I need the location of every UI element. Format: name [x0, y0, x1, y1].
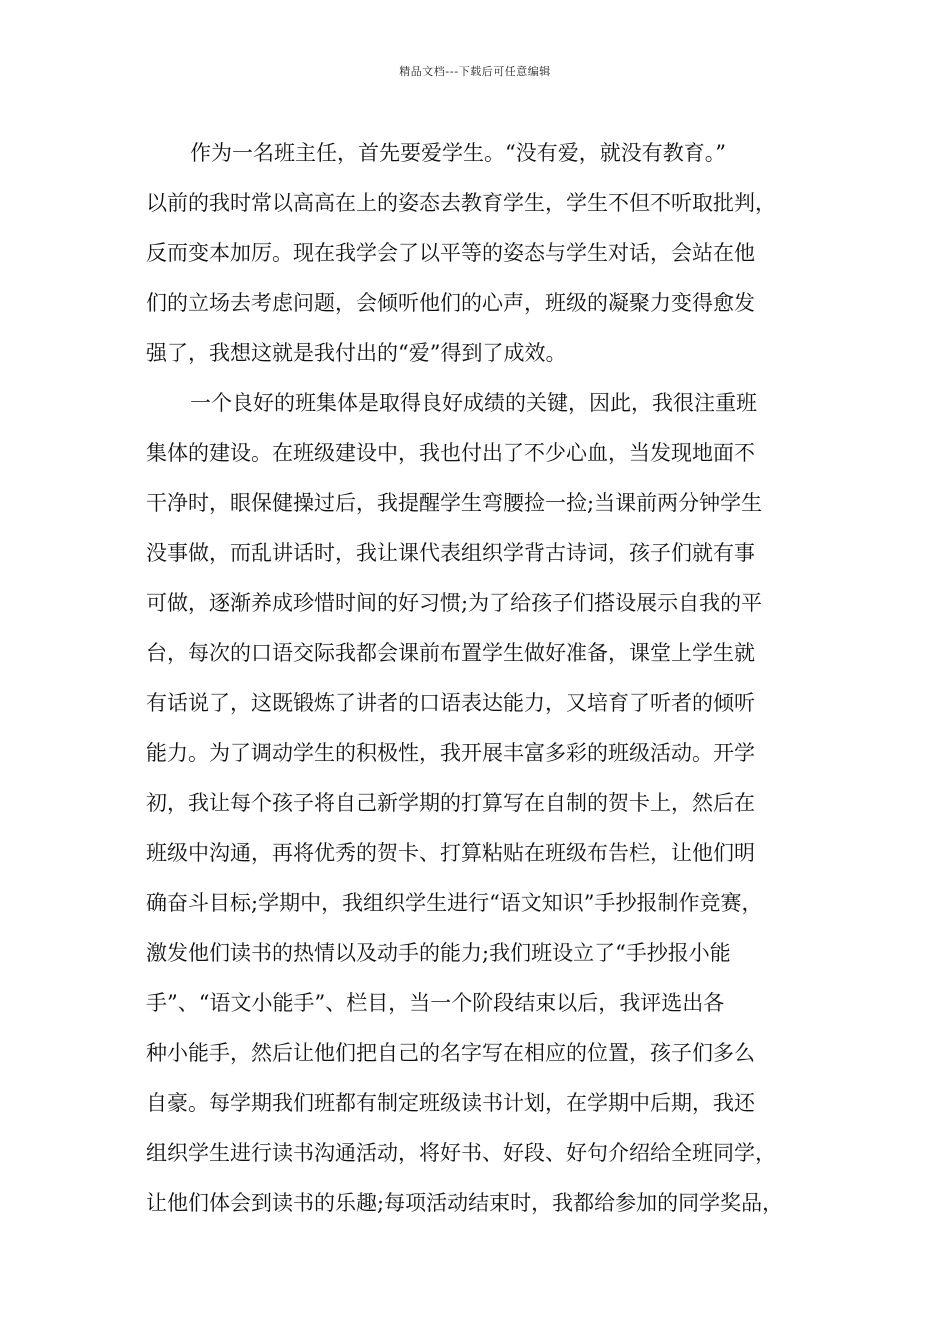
paragraph-line: 反而变本加厉。现在我学会了以平等的姿态与学生对话，会站在他	[146, 241, 755, 265]
paragraph-1	[146, 128, 812, 378]
paragraph-line: 一个良好的班集体是取得良好成绩的关键，因此，我很注重班	[190, 391, 757, 415]
paragraph-line: 以前的我时常以高高在上的姿态去教育学生，学生不但不听取批判，	[146, 191, 776, 215]
paragraph-line: 激发他们读书的热情以及动手的能力;我们班设立了“手抄报小能	[146, 941, 731, 965]
paragraph-line: 能力。为了调动学生的积极性，我开展丰富多彩的班级活动。开学	[146, 741, 755, 765]
paragraph-line: 干净时，眼保健操过后，我提醒学生弯腰捡一捡;当课前两分钟学生	[146, 491, 763, 515]
document-body	[146, 128, 812, 1228]
paragraph-line: 可做，逐渐养成珍惜时间的好习惯;为了给孩子们搭设展示自我的平	[146, 591, 763, 615]
paragraph-line: 手”、“语文小能手”、栏目，当一个阶段结束以后，我评选出各	[146, 991, 725, 1015]
paragraph-2	[146, 378, 812, 1228]
paragraph-line: 们的立场去考虑问题，会倾听他们的心声，班级的凝聚力变得愈发	[146, 291, 755, 315]
paragraph-line: 强了，我想这就是我付出的“爱”得到了成效。	[146, 341, 567, 365]
paragraph-line: 没事做，而乱讲话时，我让课代表组织学背古诗词，孩子们就有事	[146, 541, 755, 565]
page-header: 精品文档---下载后可任意编辑	[399, 65, 551, 78]
paragraph-line: 台，每次的口语交际我都会课前布置学生做好准备，课堂上学生就	[146, 641, 755, 665]
paragraph-line: 作为一名班主任，首先要爱学生。“没有爱，就没有教育。”	[190, 141, 726, 165]
paragraph-line: 让他们体会到读书的乐趣;每项活动结束时，我都给参加的同学奖品，	[146, 1191, 784, 1215]
paragraph-line: 班级中沟通，再将优秀的贺卡、打算粘贴在班级布告栏，让他们明	[146, 841, 755, 865]
paragraph-line: 确奋斗目标;学期中，我组织学生进行“语文知识”手抄报制作竞赛，	[146, 891, 763, 915]
paragraph-line: 初，我让每个孩子将自己新学期的打算写在自制的贺卡上，然后在	[146, 791, 755, 815]
paragraph-line: 集体的建设。在班级建设中，我也付出了不少心血，当发现地面不	[146, 441, 755, 465]
paragraph-line: 种小能手，然后让他们把自己的名字写在相应的位置，孩子们多么	[146, 1041, 755, 1065]
paragraph-line: 有话说了，这既锻炼了讲者的口语表达能力，又培育了听者的倾听	[146, 691, 755, 715]
paragraph-line: 组织学生进行读书沟通活动，将好书、好段、好句介绍给全班同学，	[146, 1141, 776, 1165]
paragraph-line: 自豪。每学期我们班都有制定班级读书计划，在学期中后期，我还	[146, 1091, 755, 1115]
